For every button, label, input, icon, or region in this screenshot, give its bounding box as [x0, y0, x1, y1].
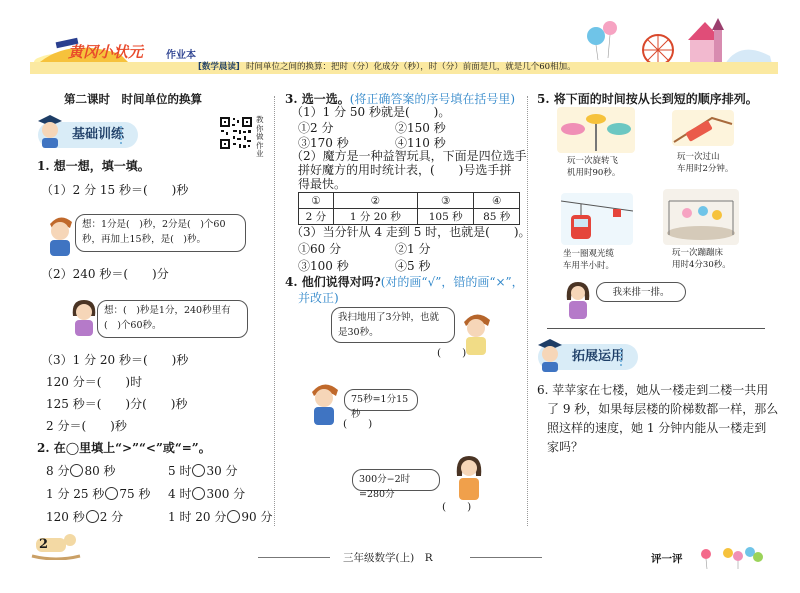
trampoline-icon — [663, 189, 739, 245]
q3-p1-option-2: ②150 秒 — [395, 121, 446, 135]
qr-label: 教你做作业 — [256, 115, 264, 158]
table-header-cell: ③ — [417, 193, 473, 209]
column-divider-left — [274, 96, 275, 526]
footer-center-text: 三年级数学(上) R — [343, 552, 433, 564]
q6-line3: 照这样的速度，她 1 分钟内能从一楼走到 — [547, 421, 767, 435]
q1-part3-d: 2 分＝( )秒 — [46, 419, 127, 433]
book-name: 作业本 — [166, 50, 196, 61]
q3-p3-option-3: ③100 秒 — [298, 259, 349, 273]
q4-answer-paren-3[interactable]: ( ) — [442, 501, 472, 513]
q1-part2-hint-bubble: 想：( )秒是1分，240秒里有( )个60秒。 — [97, 300, 248, 338]
q1-part1: （1）2 分 15 秒＝( )秒 — [41, 183, 189, 197]
compare-circle[interactable] — [192, 487, 205, 500]
footer-line-left — [258, 557, 330, 558]
boy-thinking-icon — [42, 212, 78, 258]
q2-row1-right: 5 时 30 分 — [168, 464, 238, 478]
logo-text: 黄冈小状元 — [68, 43, 144, 61]
q2-row1-left: 8 分 80 秒 — [46, 464, 116, 478]
q1-part1-hint-bubble: 想：1分是( )秒，2分是( )个60秒，再加上15秒，是( )秒。 — [75, 214, 246, 252]
q1-part3-b: 120 分＝( )时 — [46, 375, 143, 389]
q5-title: 5. 将下面的时间按从长到短的顺序排列。 — [537, 92, 758, 106]
balloons-icon — [698, 544, 768, 570]
q3-part1: （1）1 分 50 秒就是( )。 — [291, 105, 451, 119]
q5-caption-2-line2: 车用时2分钟。 — [677, 164, 734, 174]
table-header-cell: ② — [333, 193, 417, 209]
q4-title: 4. 他们说得对吗?(对的画“√”，错的画“×”， — [285, 275, 524, 289]
girl-speaking-icon — [452, 452, 486, 502]
q3-hint: (将正确答案的序号填在括号里) — [349, 92, 516, 106]
q3-title: 3. 选一选。(将正确答案的序号填在括号里) — [285, 92, 516, 106]
q4-hint-line1: (对的画“√”，错的画“×”， — [380, 275, 524, 289]
page-number-horse-icon — [28, 530, 84, 560]
column-divider-right — [527, 96, 528, 526]
q1-part3-c: 125 秒＝( )分( )秒 — [46, 397, 188, 411]
q3-p3-option-2: ②1 分 — [395, 242, 431, 256]
q4-hint-line2: 并改正) — [298, 291, 339, 305]
section-ext-label: 拓展运用 — [572, 349, 625, 364]
table-cell: 105 秒 — [417, 209, 473, 225]
qr-code-icon[interactable] — [219, 116, 253, 150]
q2-row2-left: 1 分 25 秒 75 秒 — [46, 487, 151, 501]
compare-circle[interactable] — [192, 464, 205, 477]
header — [0, 0, 800, 82]
section-separator — [547, 328, 765, 329]
cable-car-icon — [561, 193, 633, 245]
rate-label: 评一评 — [651, 553, 683, 565]
girl-thinking-icon — [67, 296, 101, 338]
compare-circle[interactable] — [70, 464, 83, 477]
q1-part3-a: （3）1 分 20 秒＝( )秒 — [41, 353, 189, 367]
q3-p3-option-4: ④5 秒 — [395, 259, 431, 273]
rubik-time-table — [298, 192, 520, 225]
compare-circle[interactable] — [227, 510, 240, 523]
roller-coaster-icon — [672, 110, 734, 146]
q5-caption-1-line1: 玩一次旋转飞 — [567, 156, 619, 166]
girl-sorting-icon — [563, 278, 593, 322]
q4-statement-bubble-1: 我扫地用了3分钟，也就是30秒。 — [331, 307, 455, 343]
section-basic-label: 基础训练 — [72, 127, 125, 142]
q5-caption-3-line2: 车用半小时。 — [563, 261, 615, 271]
spinning-plane-ride-icon — [557, 107, 635, 153]
q4-statement-bubble-3: 300分−2时=280分 — [352, 469, 440, 491]
q6-line2: 了 9 秒，如果每层楼的阶梯数都一样，那么 — [547, 402, 779, 416]
table-row — [299, 193, 520, 209]
footer-line-right — [470, 557, 542, 558]
table-header-cell: ④ — [474, 193, 520, 209]
q5-caption-4-line1: 玩一次蹦蹦床 — [672, 248, 724, 258]
table-cell: 1 分 20 秒 — [333, 209, 417, 225]
q4-answer-paren-2[interactable]: ( ) — [343, 418, 373, 430]
q5-caption-1-line2: 机用时90秒。 — [567, 168, 621, 178]
morning-tag: [数学晨读] — [198, 62, 240, 72]
q3-p3-option-1: ①60 分 — [298, 242, 342, 256]
page-number: 2 — [39, 537, 49, 552]
morning-text: 时间单位之间的换算：把时（分）化成分（秒），时（分）前面是几，就是几个60相加。 — [246, 62, 576, 72]
q3-part2-line2: 拼好魔方的用时统计表，( )号选手拼 — [298, 163, 512, 177]
table-cell: 2 分 — [299, 209, 334, 225]
q3-p1-option-3: ③170 秒 — [298, 136, 349, 150]
student-avatar-icon — [534, 336, 566, 372]
q5-caption-2-line1: 玩一次过山 — [677, 152, 720, 162]
q5-girl-bubble: 我来排一排。 — [596, 282, 686, 302]
q3-part3: （3）当分针从 4 走到 5 时，也就是( )。 — [291, 225, 531, 239]
student-avatar-icon — [34, 112, 66, 148]
q3-part2-line3: 得最快。 — [298, 177, 347, 191]
table-header-cell: ① — [299, 193, 334, 209]
q4-statement-bubble-2: 75秒=1分15秒 — [344, 389, 418, 411]
q2-row3-left: 120 秒 2 分 — [46, 510, 124, 524]
q2-title: 2. 在◯里填上“>”“<”或“=”。 — [37, 441, 211, 455]
compare-circle[interactable] — [105, 487, 118, 500]
q2-row3-right: 1 时 20 分 90 分 — [168, 510, 273, 524]
q5-caption-3-line1: 坐一圈观光缆 — [563, 249, 615, 259]
q3-p1-option-1: ①2 分 — [298, 121, 334, 135]
q1-title: 1. 想一想，填一填。 — [37, 159, 150, 173]
q2-row2-right: 4 时 300 分 — [168, 487, 246, 501]
q1-part2: （2）240 秒＝( )分 — [41, 267, 169, 281]
q5-caption-4-line2: 用时4分30秒。 — [672, 260, 731, 270]
table-cell: 85 秒 — [474, 209, 520, 225]
lesson-title: 第二课时 时间单位的换算 — [64, 92, 202, 106]
compare-circle[interactable] — [86, 510, 99, 523]
q4-answer-paren-1[interactable]: ( ) — [437, 347, 467, 359]
q6-line1: 6. 苹苹家在七楼，她从一楼走到二楼一共用 — [537, 383, 769, 397]
table-row — [299, 209, 520, 225]
q3-part2-line1: （2）魔方是一种益智玩具，下面是四位选手 — [291, 149, 527, 163]
boy-speaking-icon-2 — [306, 378, 342, 428]
q6-line4: 家吗？ — [547, 440, 584, 454]
q3-p1-option-4: ④110 秒 — [395, 136, 446, 150]
